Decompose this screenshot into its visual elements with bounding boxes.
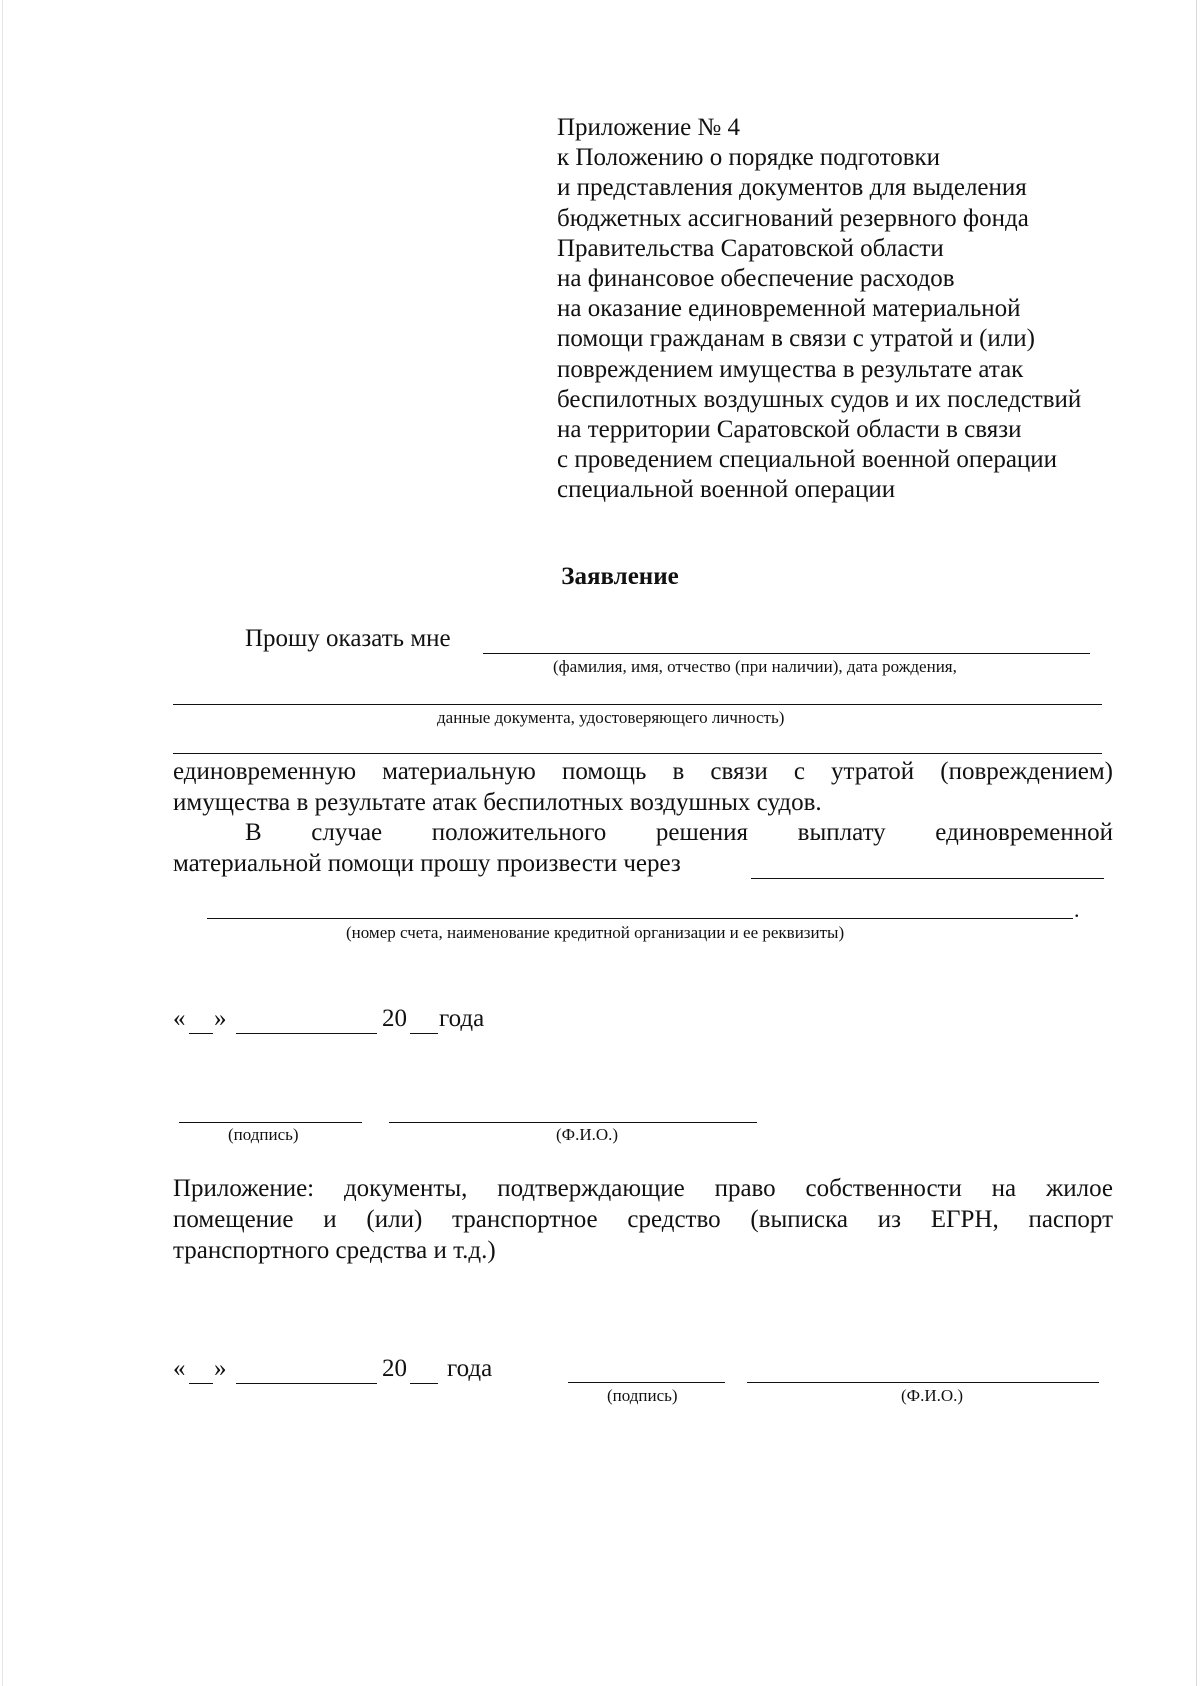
fio2-hint: (Ф.И.О.) bbox=[901, 1386, 964, 1405]
date-quote-close: » bbox=[214, 1005, 227, 1032]
annex-line: и представления документов для выделения bbox=[557, 174, 1027, 202]
signature2-hint: (подпись) bbox=[607, 1386, 678, 1405]
signature2-blank-line[interactable] bbox=[568, 1382, 725, 1383]
annex-line: специальной военной операции bbox=[557, 476, 896, 504]
identity-blank-line[interactable] bbox=[173, 704, 1102, 705]
annex-line: помощи гражданам в связи с утратой и (или) bbox=[557, 325, 1035, 353]
year-blank-line[interactable] bbox=[410, 1033, 438, 1034]
month-blank-line[interactable] bbox=[236, 1033, 377, 1034]
fio-blank-line[interactable] bbox=[483, 653, 1090, 654]
year2-blank-line[interactable] bbox=[410, 1383, 438, 1384]
year-prefix: 20 bbox=[382, 1005, 407, 1032]
date2-quote-close: » bbox=[214, 1355, 227, 1382]
annex-header bbox=[557, 113, 1117, 505]
identity-hint: данные документа, удостоверяющего личность) bbox=[437, 708, 785, 727]
annex-line: Приложение № 4 bbox=[557, 114, 741, 141]
request-body-line-1: единовременную материальную помощь в связи с утратой (повреждением) bbox=[173, 758, 1113, 785]
signature-blank-line[interactable] bbox=[179, 1122, 362, 1123]
signature-hint: (подпись) bbox=[228, 1125, 299, 1144]
month2-blank-line[interactable] bbox=[236, 1383, 377, 1384]
day2-blank-line[interactable] bbox=[189, 1383, 213, 1384]
annex-line: на территории Саратовской области в связи bbox=[557, 415, 1022, 443]
attachment-line-1: Приложение: документы, подтверждающие право собственности на жилое bbox=[173, 1175, 1113, 1202]
annex-line: с проведением специальной военной операции bbox=[557, 446, 1058, 474]
request-body-line-2: имущества в результате атак беспилотных воздушных судов. bbox=[173, 789, 822, 816]
annex-line: Правительства Саратовской области bbox=[557, 234, 944, 262]
year2-prefix: 20 bbox=[382, 1355, 407, 1382]
fio2-blank-line[interactable] bbox=[747, 1382, 1099, 1383]
date-quote-open: « bbox=[173, 1005, 186, 1032]
account-hint: (номер счета, наименование кредитной организации и ее реквизиты) bbox=[346, 923, 845, 942]
fio-signature-blank-line[interactable] bbox=[389, 1122, 757, 1123]
payment-line-1: В случае положительного решения выплату единовременной bbox=[245, 819, 1113, 846]
day-blank-line[interactable] bbox=[189, 1033, 213, 1034]
date2-quote-open: « bbox=[173, 1355, 186, 1382]
annex-line: на финансовое обеспечение расходов bbox=[557, 264, 955, 292]
annex-line: беспилотных воздушных судов и их последствий bbox=[557, 385, 1082, 413]
scan-edge-right bbox=[1196, 0, 1197, 1686]
year-suffix: года bbox=[439, 1005, 485, 1032]
account-blank-line[interactable] bbox=[207, 918, 1073, 919]
attachment-line-2: помещение и (или) транспортное средство (выписка из ЕГРН, паспорт bbox=[173, 1206, 1113, 1233]
extra-blank-line[interactable] bbox=[173, 753, 1102, 754]
annex-line: на оказание единовременной материальной bbox=[557, 295, 1021, 323]
payment-line-2: материальной помощи прошу произвести через bbox=[173, 850, 681, 877]
annex-line: бюджетных ассигнований резервного фонда bbox=[557, 204, 1029, 232]
scan-edge-left bbox=[2, 0, 3, 1686]
fio-hint: (фамилия, имя, отчество (при наличии), дата рождения, bbox=[553, 657, 957, 676]
fio-signature-hint: (Ф.И.О.) bbox=[556, 1125, 619, 1144]
annex-line: к Положению о порядке подготовки bbox=[557, 144, 941, 172]
annex-line: повреждением имущества в результате атак bbox=[557, 355, 1024, 383]
attachment-line-3: транспортного средства и т.д.) bbox=[173, 1237, 496, 1264]
document-title: Заявление bbox=[561, 563, 679, 590]
account-dot: . bbox=[1074, 897, 1080, 922]
year2-suffix: года bbox=[447, 1355, 493, 1382]
request-lead: Прошу оказать мне bbox=[245, 625, 451, 652]
payment-blank-line[interactable] bbox=[751, 878, 1104, 879]
